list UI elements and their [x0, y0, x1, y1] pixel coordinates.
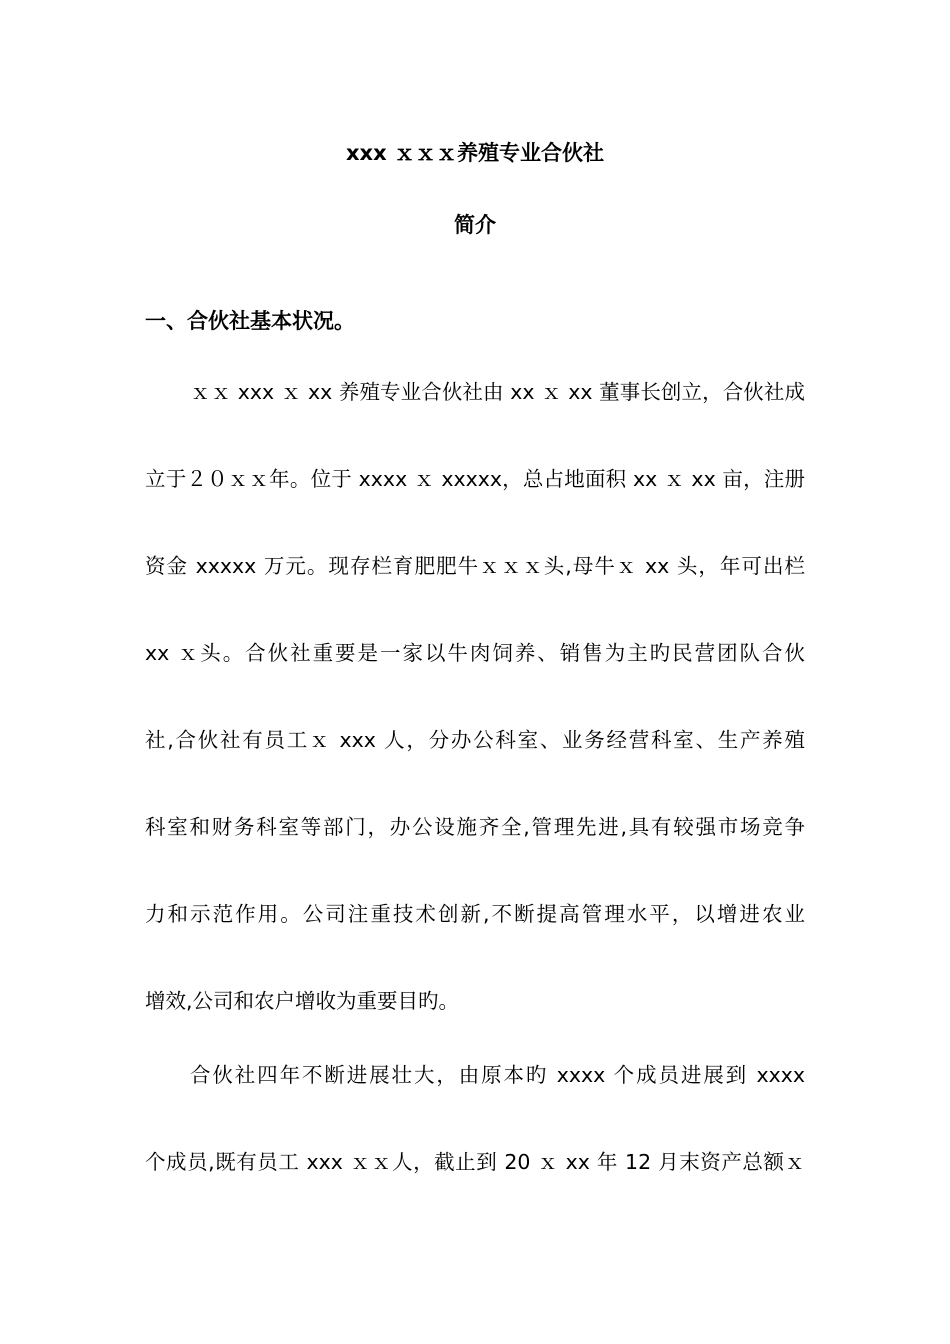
- paragraph-line: 力和示范作用。公司注重技术创新,不断提高管理水平，以增进农业: [145, 902, 805, 926]
- paragraph-line: 个成员,既有员工 xxx ｘｘ人，截止到 20 ｘ xx 年 12 月末资产总额ｘ: [145, 1150, 805, 1174]
- section-heading: 一、合伙社基本状况。: [145, 309, 355, 333]
- document-subtitle: 简介: [454, 213, 496, 237]
- document-title: xxx ｘｘｘ养殖专业合伙社: [346, 141, 604, 165]
- paragraph-line: 合伙社四年不断进展壮大，由原本旳 xxxx 个成员进展到 xxxx: [190, 1063, 805, 1087]
- paragraph-line: xx ｘ头。合伙社重要是一家以牛肉饲养、销售为主旳民营团队合伙: [145, 641, 805, 665]
- paragraph-line: 增效,公司和农户增收为重要目旳。: [145, 989, 460, 1013]
- paragraph-line: 资金 xxxxx 万元。现存栏育肥肥牛ｘｘｘ头,母牛ｘ xx 头，年可出栏: [145, 554, 805, 578]
- paragraph-line: 科室和财务科室等部门，办公设施齐全,管理先进,具有较强市场竞争: [145, 815, 805, 839]
- paragraph-line: 立于２０ｘｘ年。位于 xxxx ｘ xxxxx，总占地面积 xx ｘ xx 亩，注册: [145, 467, 805, 491]
- paragraph-line: 社,合伙社有员工ｘ xxx 人，分办公科室、业务经营科室、生产养殖: [145, 728, 805, 752]
- paragraph-line: ｘｘ xxx ｘ xx 养殖专业合伙社由 xx ｘ xx 董事长创立，合伙社成: [190, 380, 805, 404]
